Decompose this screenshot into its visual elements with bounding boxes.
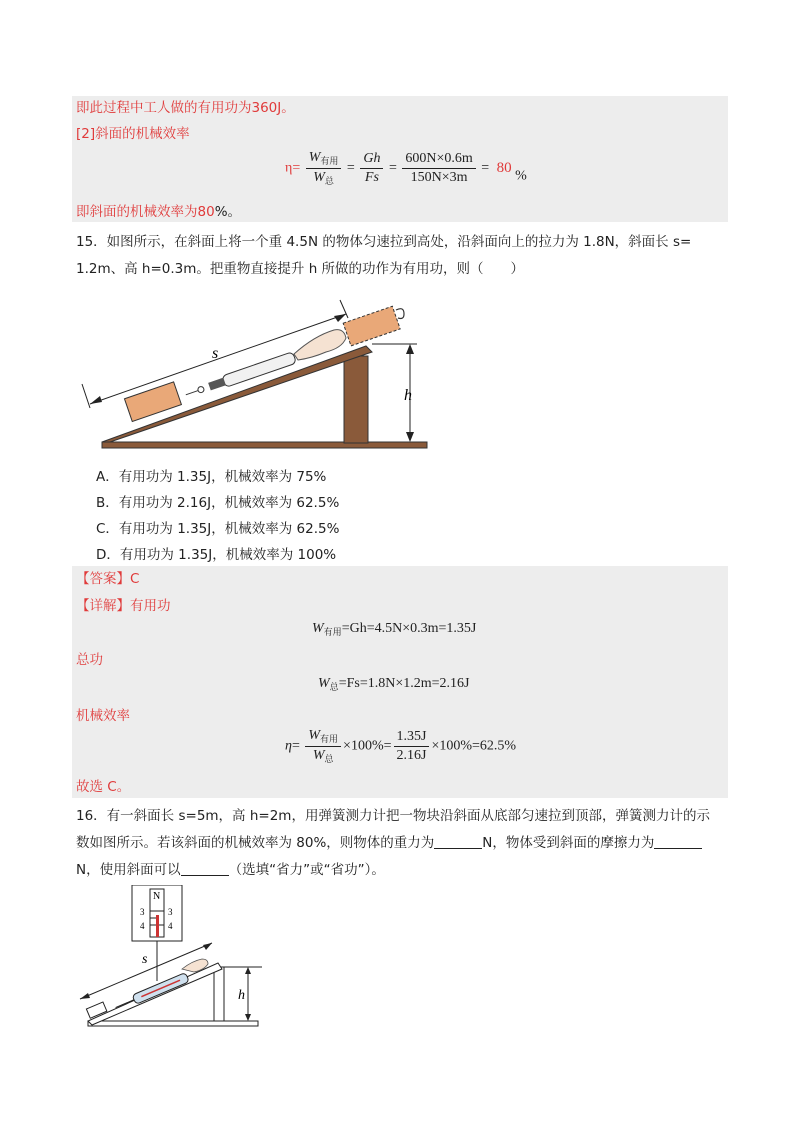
- q16-h-label: h: [238, 988, 245, 1003]
- q16-line2: 数如图所示。若该斜面的机械效率为 80%，则物体的重力为 N，物体受到斜面的摩擦力为: [76, 833, 702, 853]
- q15-option-c[interactable]: C．有用功为 1.35J，机械效率为 62.5%: [96, 521, 340, 537]
- support-post: [344, 356, 368, 443]
- q15-option-b[interactable]: B．有用功为 2.16J，机械效率为 62.5%: [96, 495, 340, 511]
- q15-detail-efficiency: 机械效率: [76, 708, 130, 724]
- q16-line1: 16．有一斜面长 s=5m，高 h=2m，用弹簧测力计把一物块沿斜面从底部匀速拉到顶部，弹簧测力计的示: [76, 808, 710, 824]
- q16-incline-figure: [72, 885, 272, 1035]
- block-top-dashed: [343, 306, 400, 346]
- q15-formula-total: $W_总=Fs=1.8N\times 1.2m=2.16J$: [318, 676, 470, 692]
- q15-option-d[interactable]: D．有用功为 1.35J，机械效率为 100%: [96, 547, 337, 563]
- q16-base: [88, 1021, 258, 1026]
- q16-post: [214, 967, 224, 1021]
- efficiency-conclusion: 即斜面的机械效率为80%。: [76, 204, 242, 220]
- q15-stem-line2: 1.2m、高 h=0.3m。把重物直接提升 h 所做的功作为有用功，则（ ）: [76, 261, 525, 277]
- q15-stem-line1: 15．如图所示，在斜面上将一个重 4.5N 的物体匀速拉到高处，沿斜面向上的拉力为 1.8N，斜面长 s=: [76, 234, 692, 250]
- q16-s-label: s: [142, 952, 148, 967]
- useful-work-result: 即此过程中工人做的有用功为360J。: [76, 100, 295, 116]
- q15-detail-useful: 【详解】有用功: [76, 598, 171, 614]
- q15-conclusion: 故选 C。: [76, 779, 131, 795]
- q15-detail-total: 总功: [76, 652, 103, 668]
- scale-unit: N: [153, 891, 161, 902]
- q15-formula-useful: $W_{有用}=Gh=4.5N\times 0.3m=1.35J$: [312, 621, 477, 637]
- efficiency-result: 80: [496, 159, 512, 176]
- scale-tick-4-right: 4: [168, 921, 173, 931]
- hand-icon: [294, 330, 346, 360]
- scale-tick-3-left: 3: [140, 907, 145, 917]
- s-label: s: [212, 345, 219, 362]
- q16-line3: N，使用斜面可以 （选填“省力”或“省功”）。: [76, 862, 385, 878]
- q15-answer: 【答案】C: [76, 571, 140, 587]
- block-bottom: [124, 382, 181, 422]
- q16-blank-friction[interactable]: [654, 834, 702, 849]
- h-label: h: [404, 387, 412, 404]
- q16-blank-choice[interactable]: [181, 861, 229, 876]
- scale-tick-3-right: 3: [168, 907, 173, 917]
- q16-blank-gravity[interactable]: [434, 834, 482, 849]
- scale-tick-4-left: 4: [140, 921, 145, 931]
- q15-option-a[interactable]: A．有用功为 1.35J，机械效率为 75%: [96, 469, 327, 485]
- q15-incline-figure: [72, 292, 432, 452]
- base-plank: [102, 442, 427, 448]
- efficiency-heading: [2]斜面的机械效率: [76, 126, 190, 142]
- efficiency-formula: η= $\frac{W_{有用}}{W_总}$ = $\frac{Gh}{Fs}$ = $\frac{600N\times 0.6m}{150N\times 3m}$ = 80 %: [285, 150, 527, 186]
- q15-formula-efficiency: η= $\frac{W_{有用}}{W_总}$ ×100%= $\frac{1.35J}{2.16J}$ ×100%=62.5%: [285, 728, 517, 764]
